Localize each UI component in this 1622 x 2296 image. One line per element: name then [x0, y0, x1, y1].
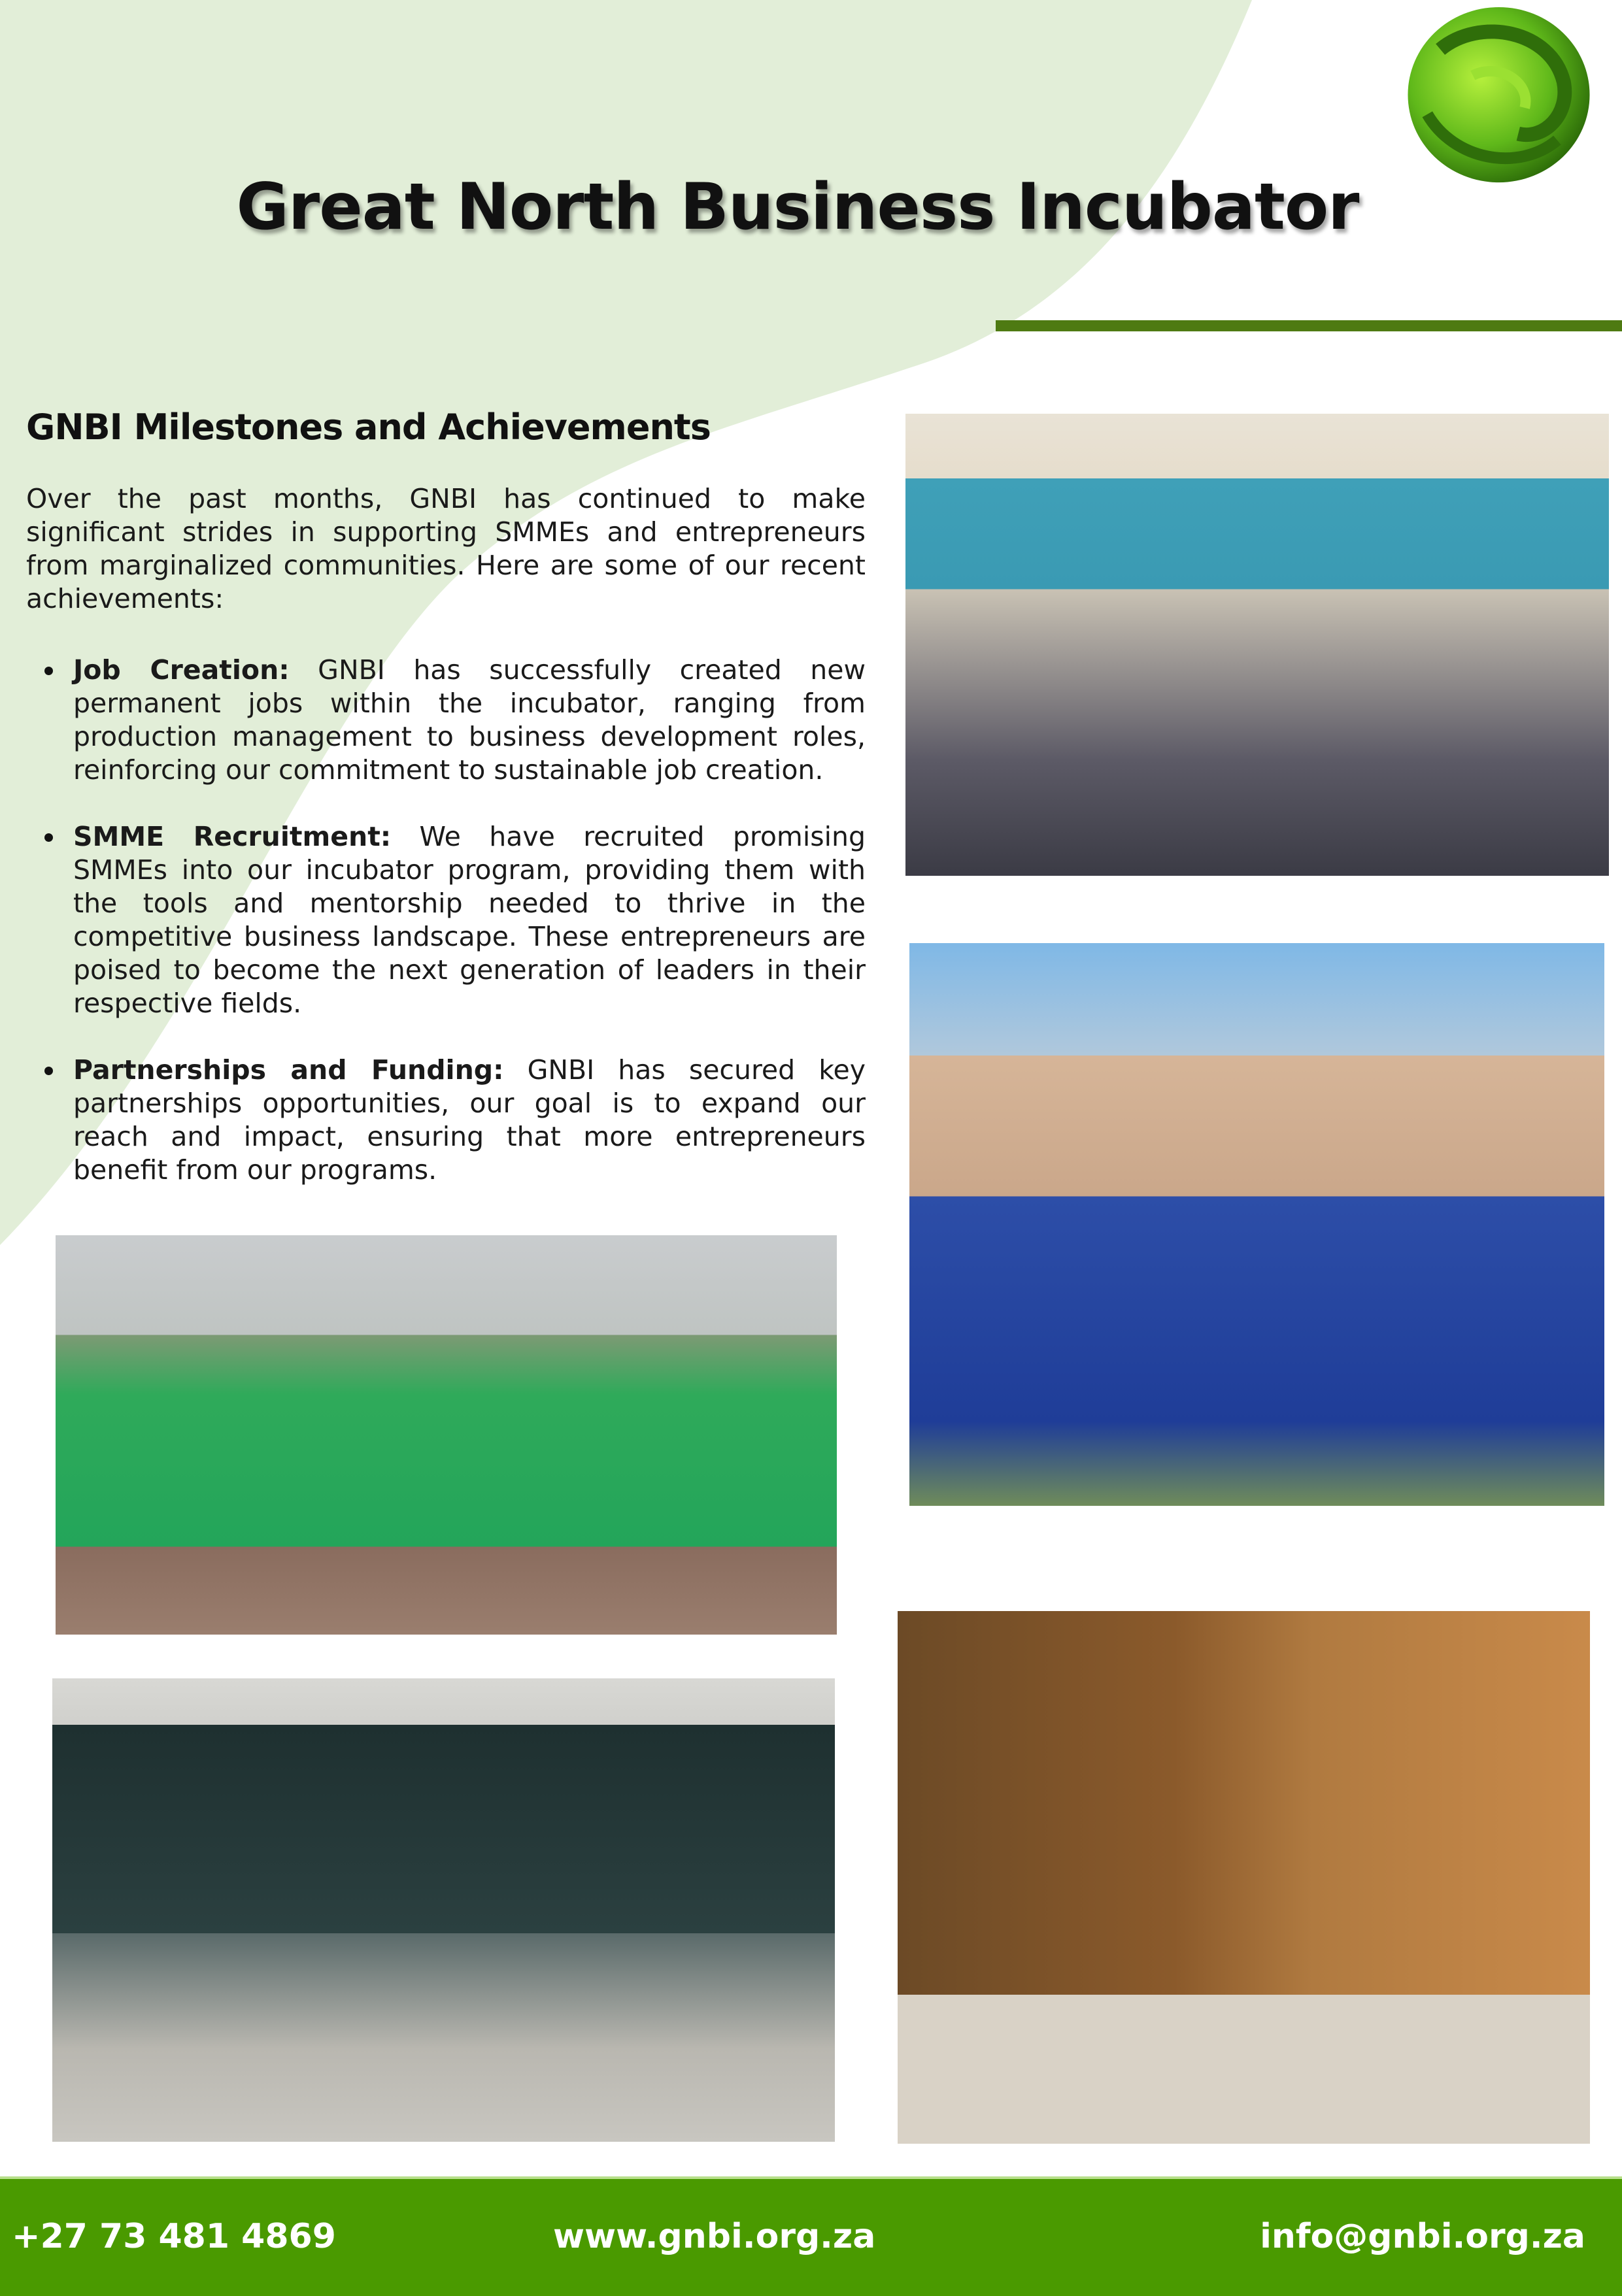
footer-phone[interactable]: +27 73 481 4869 — [12, 2217, 336, 2256]
bullet-text: GNBI has successfully created new permanent jobs within the incubator, ranging from production management to business development roles, reinforcing our commitment to sustainable job creation. — [73, 654, 866, 786]
bullet-label: Partnerships and Funding: — [73, 1054, 504, 1086]
list-item — [26, 654, 866, 787]
list-item — [26, 820, 866, 1020]
footer-email-link[interactable]: info@gnbi.org.za — [1260, 2217, 1585, 2256]
bullet-text: We have recruited promising SMMEs into our incubator program, providing them with the tools and mentorship needed to thrive in the competitive business landscape. These entrepreneurs are poised to become the next generation of leaders in their respective fields. — [73, 821, 866, 1019]
achievements-list — [26, 654, 866, 1220]
footer-bar — [0, 2176, 1622, 2296]
bullet-icon — [44, 667, 53, 675]
title-divider — [996, 320, 1622, 331]
footer-website-link[interactable]: www.gnbi.org.za — [553, 2217, 876, 2256]
bullet-text: GNBI has secured key partnerships opportunities, our goal is to expand our reach and impact, ensuring that more entrepreneurs benefit from our programs. — [73, 1054, 866, 1186]
bullet-label: SMME Recruitment: — [73, 821, 392, 852]
page-title: Great North Business Incubator — [236, 170, 1359, 244]
bullet-label: Job Creation: — [73, 654, 290, 686]
photo-blue-overalls-group — [909, 943, 1604, 1506]
photo-floor — [898, 1995, 1590, 2144]
photo-women-certificates — [898, 1611, 1590, 2144]
list-item — [26, 1054, 866, 1187]
gnbi-logo-icon — [1399, 4, 1598, 192]
bullet-icon — [44, 1067, 53, 1075]
photo-certificate-group — [905, 414, 1609, 876]
photo-seated-group — [52, 1678, 835, 2142]
section-heading: GNBI Milestones and Achievements — [26, 407, 711, 448]
intro-paragraph: Over the past months, GNBI has continued to make significant strides in supporting SMMEs and entrepreneurs from marginalized communities. Here are some of our recent achievements: — [26, 483, 866, 614]
bullet-icon — [44, 833, 53, 842]
photo-green-overalls-group — [56, 1235, 837, 1635]
